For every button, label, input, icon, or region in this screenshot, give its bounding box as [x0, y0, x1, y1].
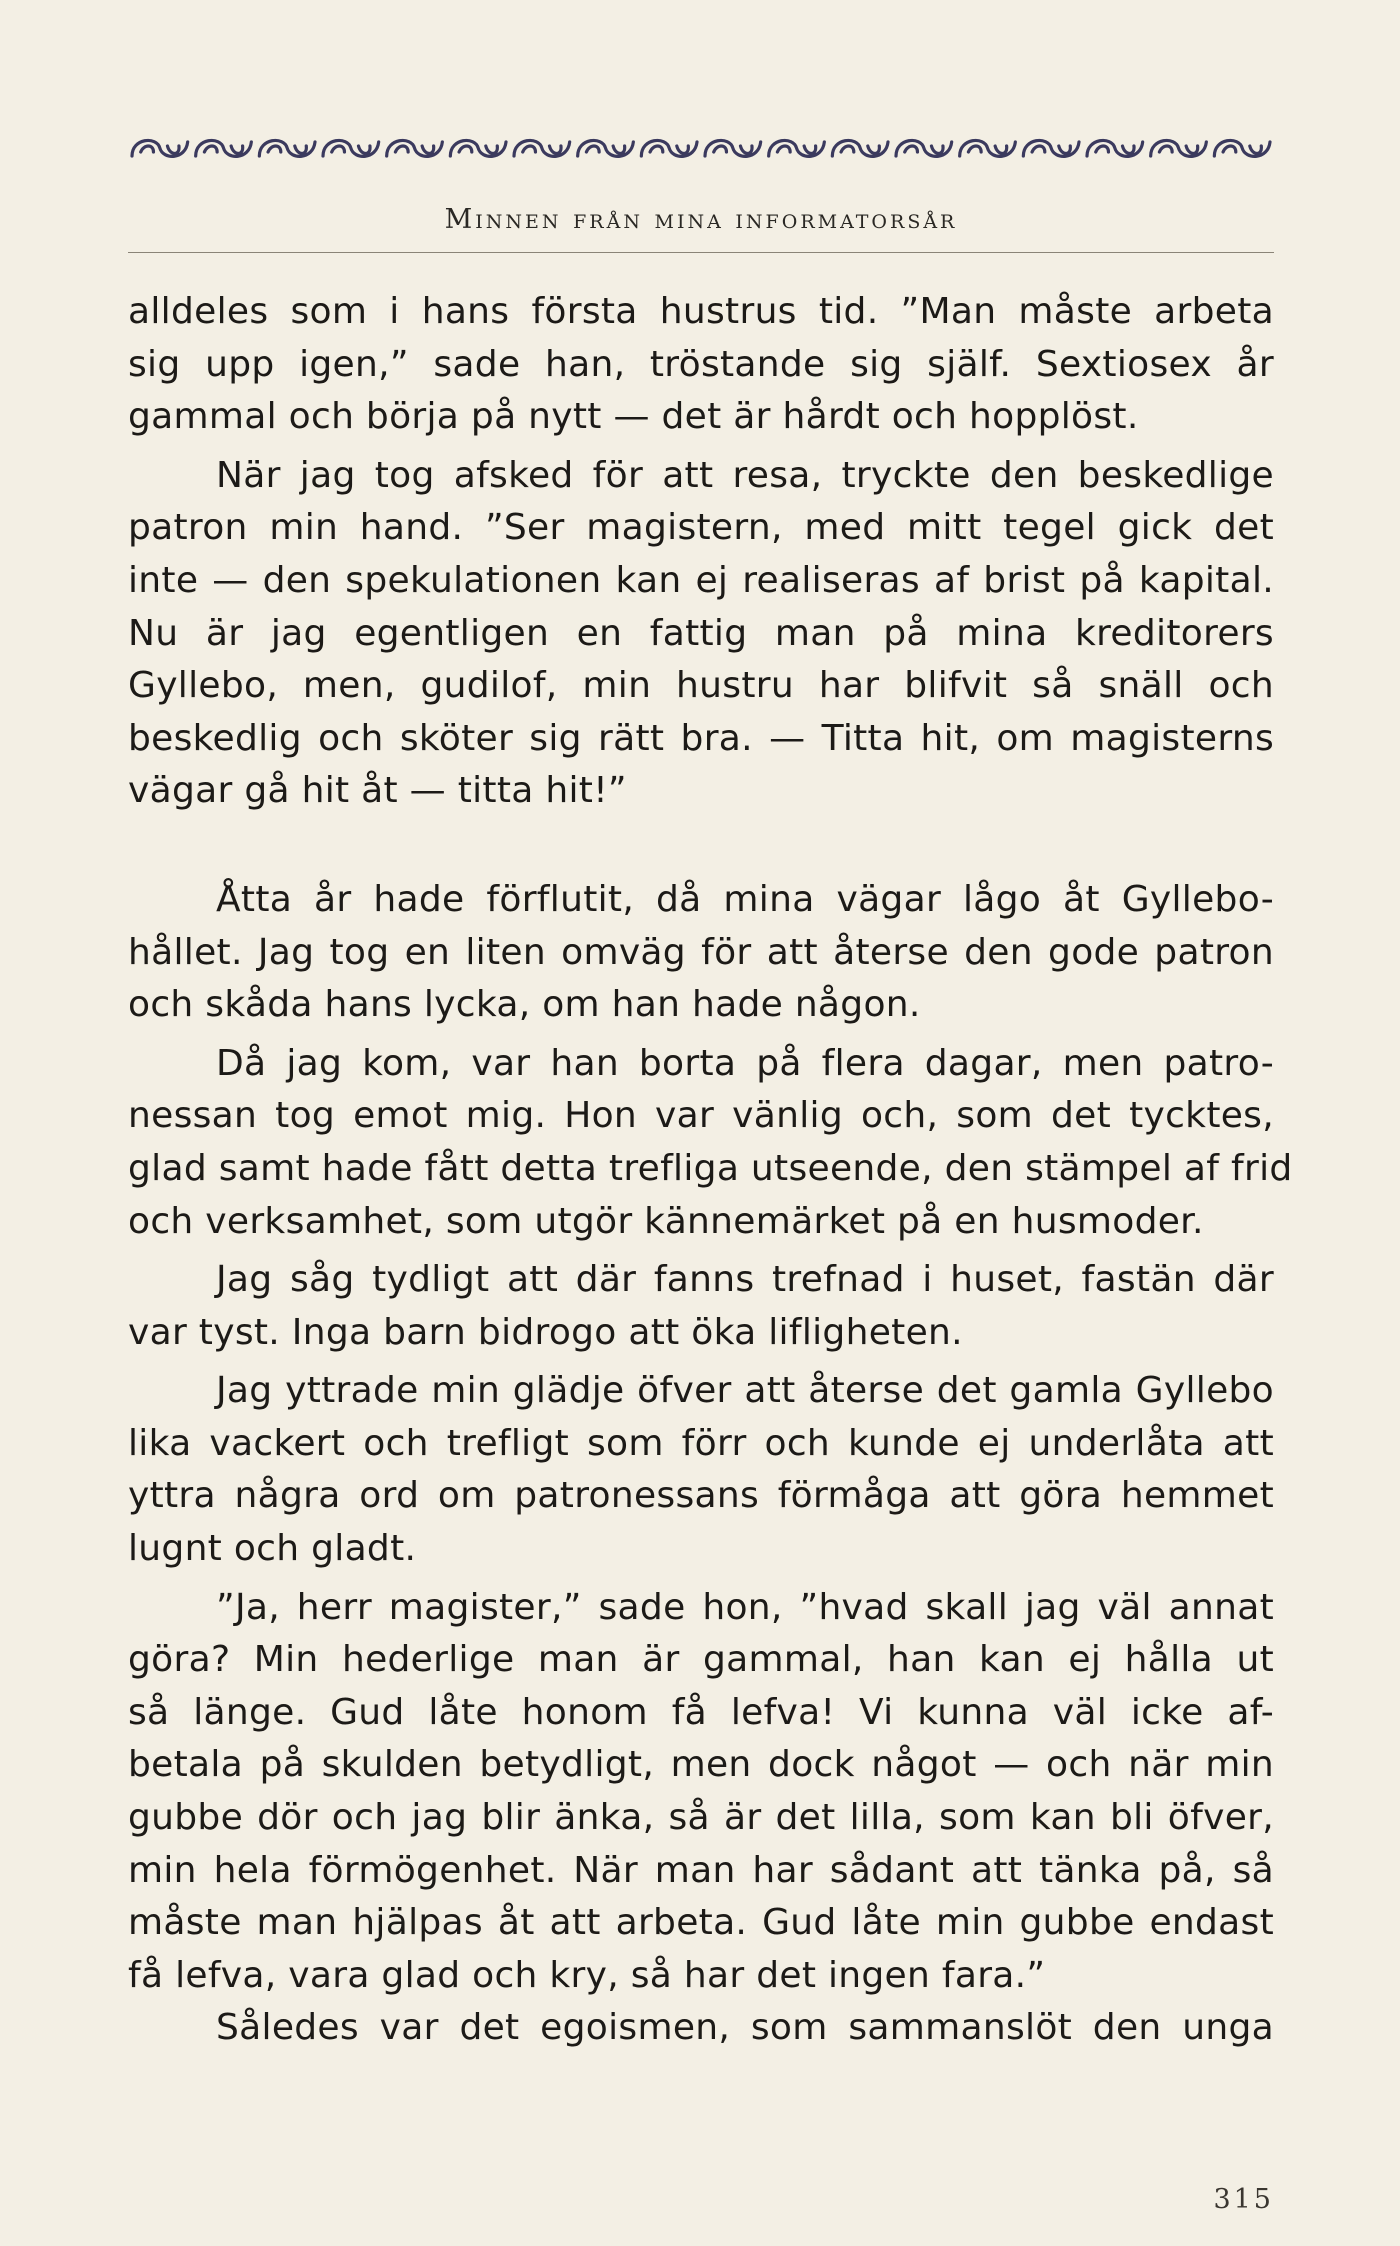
text-line: gammal och börja på nytt — det är hårdt och hopplöst. — [128, 396, 1139, 438]
paragraph-8 — [128, 2002, 1274, 2055]
paragraph-2 — [128, 450, 1274, 818]
ornament-scroll — [1151, 140, 1207, 156]
text-line: och skåda hans lycka, om han hade någon. — [128, 984, 921, 1026]
ornament-scroll — [132, 140, 188, 156]
paragraph-3 — [128, 874, 1274, 1032]
text-line: gubbe dör och jag blir änka, så är det lilla, som kan bli öfver, — [128, 1797, 1274, 1839]
decorative-ornament-band — [128, 128, 1274, 168]
text-line: Således var det egoismen, som sammanslöt den unga — [216, 2007, 1274, 2049]
ornament-scroll — [259, 140, 315, 156]
paragraph-4 — [128, 1038, 1293, 1248]
text-line: lika vackert och trefligt som förr och kunde ej underlåta att — [128, 1422, 1274, 1464]
text-line: ”Ja, herr magister,” sade hon, ”hvad skall jag väl annat — [216, 1586, 1274, 1628]
ornament-scroll — [196, 140, 252, 156]
text-line: var tyst. Inga barn bidrogo att öka lifligheten. — [128, 1311, 963, 1353]
ornament-scroll — [960, 140, 1016, 156]
text-line: och verksamhet, som utgör kännemärket på en husmoder. — [128, 1200, 1204, 1242]
ornament-scroll — [450, 140, 506, 156]
ornament-scroll — [1214, 140, 1270, 156]
text-line: yttra några ord om patronessans förmåga att göra hemmet — [128, 1475, 1274, 1517]
text-line: måste man hjälpas åt att arbeta. Gud låte min gubbe endast — [128, 1902, 1274, 1944]
ornament-scroll — [323, 140, 379, 156]
text-line: Jag yttrade min glädje öfver att återse det gamla Gyllebo — [216, 1370, 1274, 1412]
ornament-scroll — [578, 140, 634, 156]
ornament-scroll — [1023, 140, 1079, 156]
running-head: Minnen från mina informatorsår — [444, 204, 958, 235]
paragraph-1 — [128, 286, 1274, 444]
ornament-scroll — [387, 140, 443, 156]
text-line: nessan tog emot mig. Hon var vänlig och, som det tycktes, — [128, 1095, 1274, 1137]
header-rule — [128, 252, 1274, 253]
text-line: få lefva, vara glad och kry, så har det ingen fara.” — [128, 1954, 1046, 1996]
text-line: inte — den spekulationen kan ej realiseras af brist på kapital. — [128, 559, 1274, 601]
ornament-scroll — [832, 140, 888, 156]
text-line: vägar gå hit åt — titta hit!” — [128, 770, 627, 812]
paragraph-5 — [128, 1254, 1274, 1359]
text-line: När jag tog afsked för att resa, tryckte den beskedlige — [216, 454, 1274, 496]
paragraph-6 — [128, 1365, 1274, 1575]
body-text — [128, 286, 1293, 2055]
page-number: 315 — [1213, 2184, 1274, 2215]
text-line: göra? Min hederlige man är gammal, han kan ej hålla ut — [128, 1639, 1274, 1681]
ornament-scroll — [705, 140, 761, 156]
text-line: Då jag kom, var han borta på flera dagar, men patro- — [216, 1042, 1274, 1084]
ornament-scroll — [769, 140, 825, 156]
text-line: sig upp igen,” sade han, tröstande sig själf. Sextiosex år — [128, 343, 1274, 385]
text-line: patron min hand. ”Ser magistern, med mitt tegel gick det — [128, 507, 1274, 549]
text-line: så länge. Gud låte honom få lefva! Vi kunna väl icke af- — [128, 1691, 1274, 1733]
text-line: Gyllebo, men, gudilof, min hustru har blifvit så snäll och — [128, 665, 1274, 707]
text-line: alldeles som i hans första hustrus tid. ”Man måste arbeta — [128, 291, 1274, 332]
ornament-scroll — [896, 140, 952, 156]
ornament-scroll — [641, 140, 697, 156]
paragraph-7 — [128, 1582, 1274, 2003]
text-line: Åtta år hade förflutit, då mina vägar lågo åt Gyllebo- — [216, 878, 1274, 920]
text-line: beskedlig och sköter sig rätt bra. — Titta hit, om magisterns — [128, 717, 1274, 759]
text-line: Nu är jag egentligen en fattig man på mina kreditorers — [128, 612, 1274, 654]
text-line: betala på skulden betydligt, men dock något — och när min — [128, 1744, 1274, 1786]
ornament-scroll — [1087, 140, 1143, 156]
text-line: glad samt hade fått detta trefliga utseende, den stämpel af frid — [128, 1147, 1293, 1189]
text-line: hållet. Jag tog en liten omväg för att återse den gode patron — [128, 931, 1274, 973]
text-line: lugnt och gladt. — [128, 1528, 417, 1570]
ornament-scroll — [514, 140, 570, 156]
text-line: Jag såg tydligt att där fanns trefnad i huset, fastän där — [216, 1259, 1274, 1301]
text-line: min hela förmögenhet. När man har sådant att tänka på, så — [128, 1849, 1274, 1891]
